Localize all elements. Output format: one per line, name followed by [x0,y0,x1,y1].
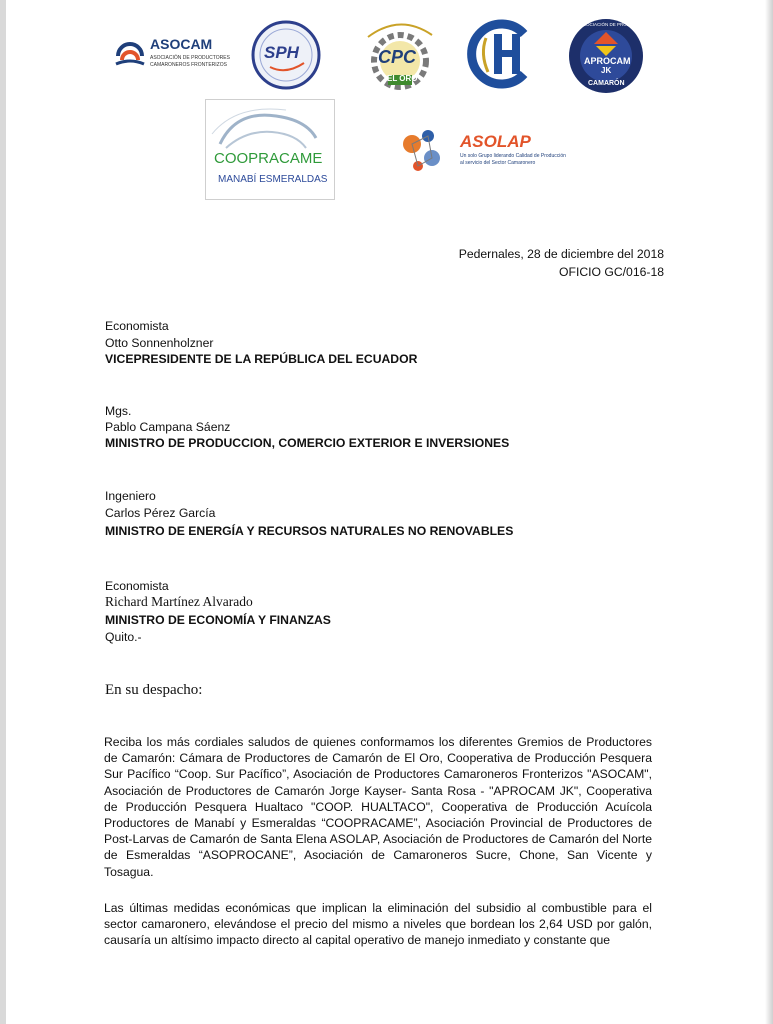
recipient-title: Mgs. [105,404,132,418]
coopracame-logo [205,99,335,200]
asocam-name: ASOCAM [150,36,213,52]
letter-page [6,0,767,1024]
recipient-name: Otto Sonnenholzner [105,336,214,350]
asocam-logo [112,34,230,74]
coopracame-name: COOPRACAME [214,150,323,167]
ch-logo [464,18,534,90]
sph-logo [250,19,322,91]
recipient-title: Economista [105,579,169,593]
recipient-title: Economista [105,319,169,333]
reference-number: OFICIO GC/016-18 [559,265,664,279]
salutation: En su despacho: [105,682,203,698]
recipient-position: MINISTRO DE ENERGÍA Y RECURSOS NATURALES NO RENOVABLES [105,524,514,538]
page-edge-shadow [765,0,773,1024]
aprocam-bottom: CAMARÓN [588,80,625,87]
cpc-sub: EL ORO [387,74,418,83]
asolap-tag2: al servicio del Sector Camaronero [460,160,536,166]
recipient-name: Pablo Campana Sáenz [105,420,231,434]
body-paragraph: Reciba los más cordiales saludos de quienes conformamos los diferentes Gremios de Productores de Camarón: Cámara de Productores de Camarón de El Oro, Cooperativa de Producción Pesquera Sur Pacífico “Coop. Sur Pacífico”, Asociación de Productores Camaroneros Fronterizos "ASOCAM", Asociación de Productores de Camarón Jorge Kayser- Santa Rosa - "APROCAM JK", Cooperativa de Producción Pesquera Hualtaco "COOP. HUALTACO", Cooperativa de Producción Acuícola Productores de Manabí y Esmeraldas “COOPRACAME”, Asociación Provincial de Productores de Post-Larvas de Camarón de Santa Elena ASOLAP, Asociación de Productores de Camarón del Norte de Esmeraldas “ASOPROCANE”, Asociación de Camaroneros Sucre, Chone, San Vicente y Tosagua. [104,735,652,879]
asocam-emblem-icon [112,36,148,72]
recipient-title: Ingeniero [105,489,156,503]
aprocam-sub: JK [601,66,612,75]
recipient-city: Quito.- [105,630,142,644]
recipient-position: MINISTRO DE PRODUCCION, COMERCIO EXTERIOR E INVERSIONES [105,436,510,450]
asolap-name: ASOLAP [460,132,531,151]
place-date: Pedernales, 28 de diciembre del 2018 [458,247,664,261]
aprocam-logo [566,18,652,94]
recipient-name: Richard Martínez Alvarado [105,594,253,609]
asocam-sub1: ASOCIACIÓN DE PRODUCTORES [150,55,230,61]
ch-emblem-icon [464,18,534,90]
asocam-sub2: CAMARONEROS FRONTERIZOS [150,62,227,68]
aprocam-ring: ASOCIACIÓN DE PRODUCTORES [580,22,652,27]
aprocam-name: APROCAM [584,56,631,66]
body-paragraph: Las últimas medidas económicas que implican la eliminación del subsidio al combustible para el sector camaronero, elevándose el precio del mismo a niveles que bordean los 2,64 USD por galón, causaría un altísimo impacto directo al capital operativo de manejo inmediato y constante que [104,901,652,948]
asolap-tag1: Un solo Grupo liderando Calidad de Producción [460,153,566,159]
recipient-name: Carlos Pérez García [105,506,216,520]
asolap-molecule-icon [398,126,448,176]
recipient-position: VICEPRESIDENTE DE LA REPÚBLICA DEL ECUADOR [105,352,418,366]
recipient-position: MINISTRO DE ECONOMÍA Y FINANZAS [105,613,331,627]
cpc-logo [358,17,442,93]
sph-name: SPH [264,43,299,62]
asolap-logo [398,126,574,178]
cpc-name: CPC [378,47,417,67]
coopracame-sub: MANABÍ ESMERALDAS [218,174,328,185]
